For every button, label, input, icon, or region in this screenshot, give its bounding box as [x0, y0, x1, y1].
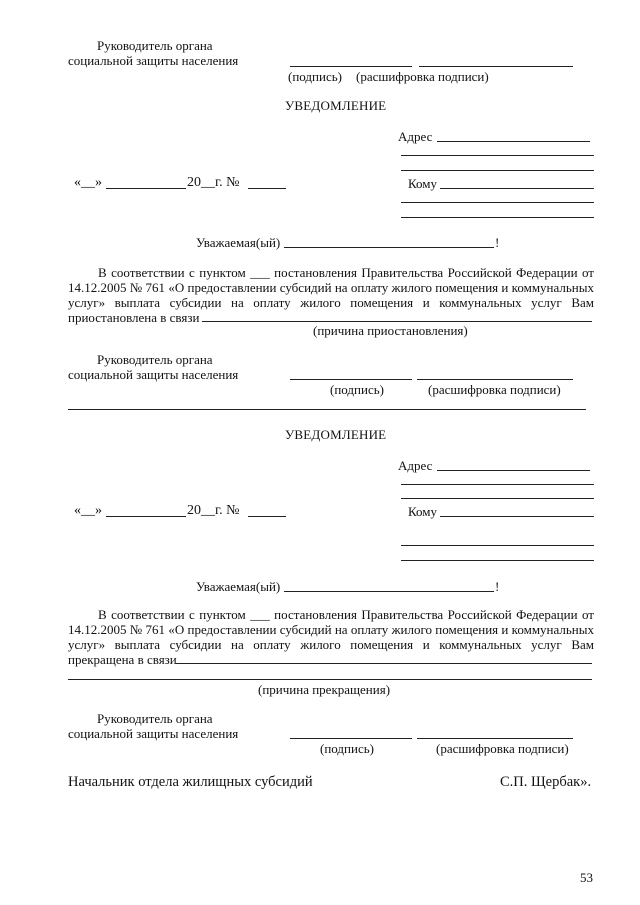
notice-title: УВЕДОМЛЕНИЕ — [285, 98, 387, 113]
head-title-line2: социальной защиты населения — [68, 726, 239, 741]
address-line — [437, 470, 590, 471]
body-line-1: В соответствии с пунктом ___ постановления Правительства Российской Федерации от — [98, 607, 594, 622]
to-line-3 — [401, 560, 594, 561]
address-line-3 — [401, 498, 594, 499]
body-line-2: 14.12.2005 № 761 «О предоставлении субсидий на оплату жилого помещения и коммунальных — [68, 622, 594, 637]
date-month-line — [106, 188, 186, 189]
salutation-line — [284, 591, 494, 592]
head-title-line1: Руководитель органа — [97, 711, 213, 726]
salutation-end: ! — [495, 579, 500, 594]
date-year-number: 20__г. № — [187, 503, 240, 518]
address-label: Адрес — [398, 129, 433, 144]
signature-caption: (подпись) — [288, 69, 342, 84]
decryption-caption: (расшифровка подписи) — [356, 69, 489, 84]
address-line-2 — [401, 155, 594, 156]
reason-line-2 — [68, 679, 592, 680]
head-title-line1: Руководитель органа — [97, 352, 213, 367]
to-label: Кому — [408, 176, 438, 191]
body-line-1: В соответствии с пунктом ___ постановления Правительства Российской Федерации от — [98, 265, 594, 280]
salutation-line — [284, 247, 494, 248]
head-title-line2: социальной защиты населения — [68, 53, 239, 68]
body-line-2: 14.12.2005 № 761 «О предоставлении субсидий на оплату жилого помещения и коммунальных — [68, 280, 594, 295]
signature-line — [290, 738, 412, 739]
address-label: Адрес — [398, 458, 433, 473]
to-label: Кому — [408, 504, 438, 519]
body-line-4: прекращена в связи — [68, 652, 177, 667]
to-line-2 — [401, 545, 594, 546]
body-line-3: услуг» выплата субсидии на оплату жилого помещения и коммунальных услуг Вам — [68, 637, 594, 652]
page-number: 53 — [580, 870, 593, 885]
date-month-line — [106, 516, 186, 517]
salutation: Уважаемая(ый) — [196, 579, 281, 594]
body-line-4: приостановлена в связи — [68, 310, 200, 325]
signature-line — [290, 379, 412, 380]
decryption-line — [419, 66, 573, 67]
reason-caption: (причина прекращения) — [258, 682, 391, 697]
address-line-3 — [401, 170, 594, 171]
body-line-3: услуг» выплата субсидии на оплату жилого помещения и коммунальных услуг Вам — [68, 295, 594, 310]
footer-name: С.П. Щербак». — [500, 774, 592, 790]
address-line-2 — [401, 484, 594, 485]
to-line — [440, 188, 594, 189]
decryption-line — [417, 738, 573, 739]
doc-number-line — [248, 188, 286, 189]
head-title-line1: Руководитель органа — [97, 38, 213, 53]
salutation-end: ! — [495, 235, 500, 250]
reason-line — [176, 663, 592, 664]
footer-position: Начальник отдела жилищных субсидий — [68, 774, 313, 790]
salutation: Уважаемая(ый) — [196, 235, 281, 250]
to-line — [440, 516, 594, 517]
date-year-number: 20__г. № — [187, 175, 240, 190]
decryption-line — [417, 379, 573, 380]
head-title-line2: социальной защиты населения — [68, 367, 239, 382]
section-divider — [68, 409, 586, 410]
reason-caption: (причина приостановления) — [313, 323, 468, 338]
doc-number-line — [248, 516, 286, 517]
date-day: «__» — [74, 503, 102, 518]
date-day: «__» — [74, 175, 102, 190]
address-line — [437, 141, 590, 142]
to-line-2 — [401, 202, 594, 203]
signature-line — [290, 66, 412, 67]
notice-title: УВЕДОМЛЕНИЕ — [285, 427, 387, 442]
decryption-caption: (расшифровка подписи) — [428, 382, 561, 397]
decryption-caption: (расшифровка подписи) — [436, 741, 569, 756]
signature-caption: (подпись) — [330, 382, 384, 397]
signature-caption: (подпись) — [320, 741, 374, 756]
to-line-3 — [401, 217, 594, 218]
reason-line — [202, 321, 592, 322]
